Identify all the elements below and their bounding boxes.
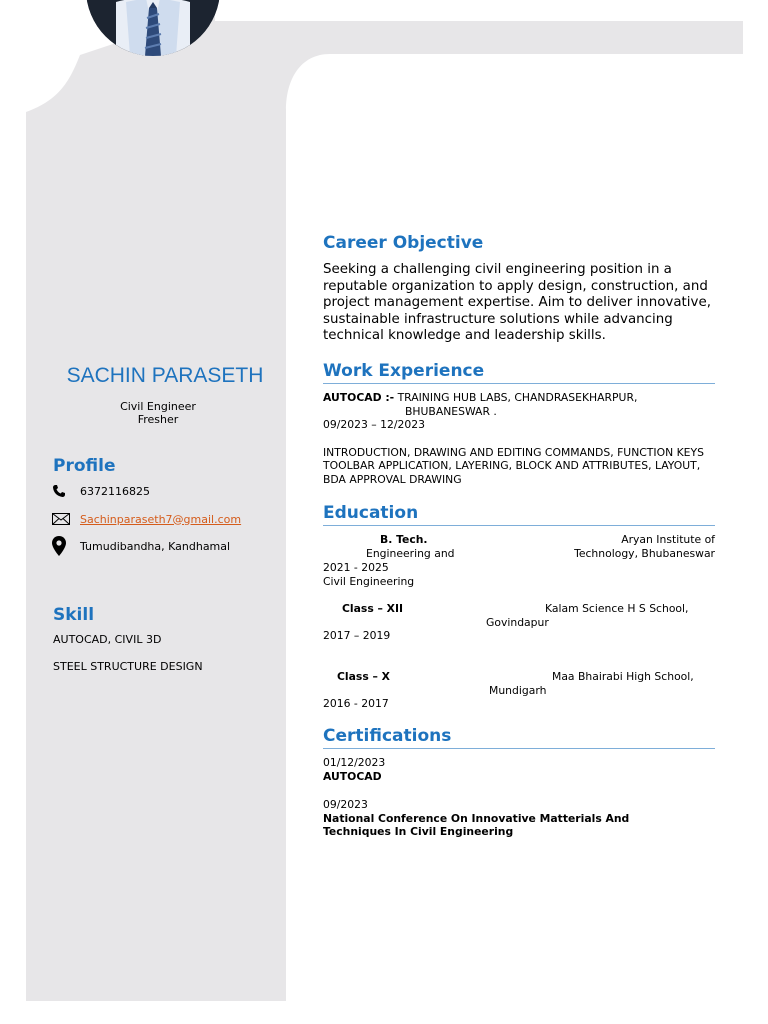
phone-icon bbox=[52, 482, 72, 500]
role-title: Civil Engineer bbox=[120, 400, 196, 413]
section-divider bbox=[323, 748, 715, 749]
edu-degree: Class – XII bbox=[342, 602, 404, 615]
edu-institution: Aryan Institute of Technology, Bhubaneswar bbox=[574, 533, 715, 560]
edu-institution: Kalam Science H S School, bbox=[545, 602, 689, 615]
skill-item: STEEL STRUCTURE DESIGN bbox=[53, 660, 203, 673]
skill-item: AUTOCAD, CIVIL 3D bbox=[53, 633, 162, 646]
work-description: INTRODUCTION, DRAWING AND EDITING COMMANDS, FUNCTION KEYS TOOLBAR APPLICATION, LAYERING, BLOCK AND ATTRIBUTES, LAYOUT, BDA APPROVAL DRAWING bbox=[323, 445, 704, 486]
career-objective-heading: Career Objective bbox=[323, 233, 484, 253]
certification-item bbox=[323, 756, 715, 783]
envelope-icon bbox=[52, 510, 72, 528]
location-row bbox=[52, 536, 230, 556]
phone-number: 6372116825 bbox=[80, 484, 150, 498]
certification-date: 09/2023 bbox=[323, 798, 368, 811]
email-row bbox=[52, 509, 241, 529]
edu-years: 2021 - 2025 bbox=[323, 561, 389, 574]
edu-degree: Class – X bbox=[337, 670, 391, 683]
certification-item bbox=[323, 798, 663, 839]
certification-date: 01/12/2023 bbox=[323, 756, 386, 769]
certification-title: AUTOCAD bbox=[323, 769, 382, 783]
candidate-name: SACHIN PARASETH bbox=[66, 364, 264, 387]
edu-degree: B. Tech. bbox=[380, 533, 428, 546]
work-company-city: BHUBANESWAR . bbox=[405, 404, 497, 418]
certifications-heading: Certifications bbox=[323, 726, 452, 746]
education-heading: Education bbox=[323, 503, 419, 523]
work-label: AUTOCAD :- bbox=[323, 391, 395, 404]
skill-heading: Skill bbox=[53, 605, 95, 625]
edu-institution-city: Govindapur bbox=[486, 616, 549, 629]
candidate-role bbox=[30, 400, 286, 426]
work-entry bbox=[323, 391, 715, 486]
map-pin-icon bbox=[52, 537, 72, 555]
edu-years: 2016 - 2017 bbox=[323, 697, 389, 710]
phone-row bbox=[52, 481, 150, 501]
email-link[interactable]: Sachinparaseth7@gmail.com bbox=[80, 512, 242, 526]
certification-title: National Conference On Innovative Matterials And Techniques In Civil Engineering bbox=[323, 811, 630, 838]
work-dates: 09/2023 – 12/2023 bbox=[323, 418, 425, 431]
edu-years: 2017 – 2019 bbox=[323, 629, 391, 642]
work-experience-heading: Work Experience bbox=[323, 361, 485, 381]
profile-heading: Profile bbox=[53, 456, 116, 476]
edu-institution-city: Mundigarh bbox=[489, 684, 547, 697]
location-text: Tumudibandha, Kandhamal bbox=[80, 539, 231, 553]
career-objective-text: Seeking a challenging civil engineering position in a reputable organization to apply design, construction, and project management expertise. Aim to deliver innovative, sustainable infrastructure solutions while advancing technical knowledge and leadership skills. bbox=[323, 262, 711, 343]
edu-field: Civil Engineering bbox=[323, 575, 415, 588]
role-status: Fresher bbox=[137, 413, 179, 426]
work-company: TRAINING HUB LABS, CHANDRASEKHARPUR, bbox=[397, 391, 638, 404]
edu-degree-sub: Engineering and bbox=[366, 547, 455, 560]
section-divider bbox=[323, 525, 715, 526]
section-divider bbox=[323, 383, 715, 384]
edu-institution: Maa Bhairabi High School, bbox=[552, 670, 694, 683]
